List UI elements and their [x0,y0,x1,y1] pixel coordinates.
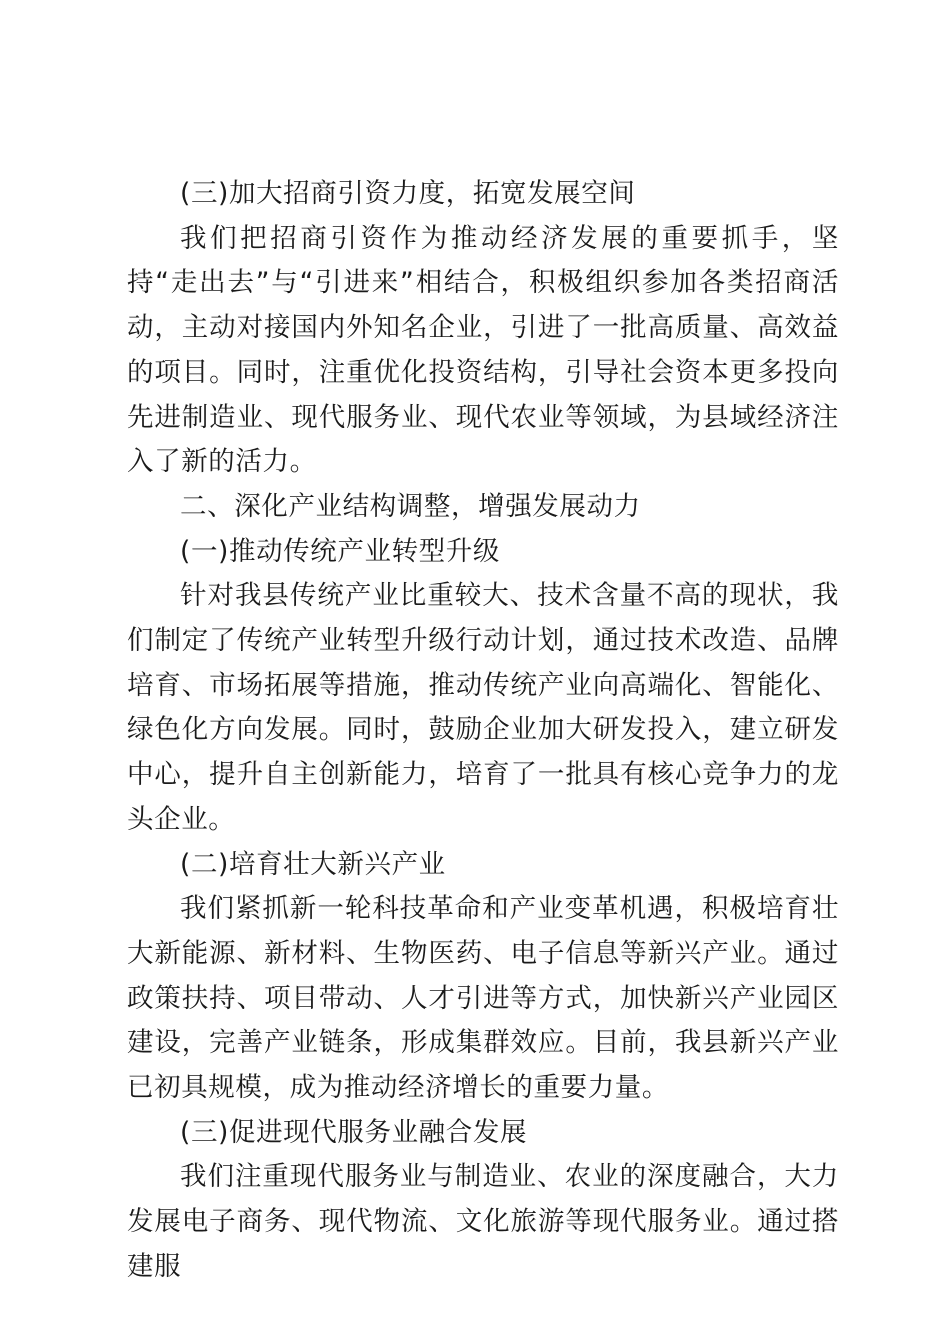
paragraph-modern-services: 我们注重现代服务业与制造业、农业的深度融合，大力发展电子商务、现代物流、文化旅游等现代服务业。通过搭建服 [127,1161,839,1282]
paragraph-attract-investment: 我们把招商引资作为推动经济发展的重要抓手，坚持“走出去”与“引进来”相结合，积极组织参加各类招商活动，主动对接国内外知名企业，引进了一批高质量、高效益的项目。同时，注重优化投资结构，引导社会资本更多投向先进制造业、现代服务业、现代农业等领域，为县域经济注入了新的活力。 [127,222,839,478]
paragraph-traditional-industry: 针对我县传统产业比重较大、技术含量不高的现状，我们制定了传统产业转型升级行动计划，通过技术改造、品牌培育、市场拓展等措施，推动传统产业向高端化、智能化、绿色化方向发展。同时，鼓励企业加大研发投入，建立研发中心，提升自主创新能力，培育了一批具有核心竞争力的龙头企业。 [127,580,839,835]
paragraph-emerging-industry: 我们紧抓新一轮科技革命和产业变革机遇，积极培育壮大新能源、新材料、生物医药、电子信息等新兴产业。通过政策扶持、项目带动、人才引进等方式，加快新兴产业园区建设，完善产业链条，形成集群效应。目前，我县新兴产业已初具规模，成为推动经济增长的重要力量。 [127,893,839,1104]
subsection-heading-traditional-industry: (一)推动传统产业转型升级 [180,535,500,567]
subsection-heading-emerging-industry: (二)培育壮大新兴产业 [180,848,446,880]
section-heading-industrial-structure: 二、深化产业结构调整，增强发展动力 [180,490,641,522]
subsection-heading-modern-services: (三)促进现代服务业融合发展 [180,1116,528,1148]
document-body [127,172,839,1290]
subsection-heading-attract-investment: (三)加大招商引资力度，拓宽发展空间 [180,178,636,209]
